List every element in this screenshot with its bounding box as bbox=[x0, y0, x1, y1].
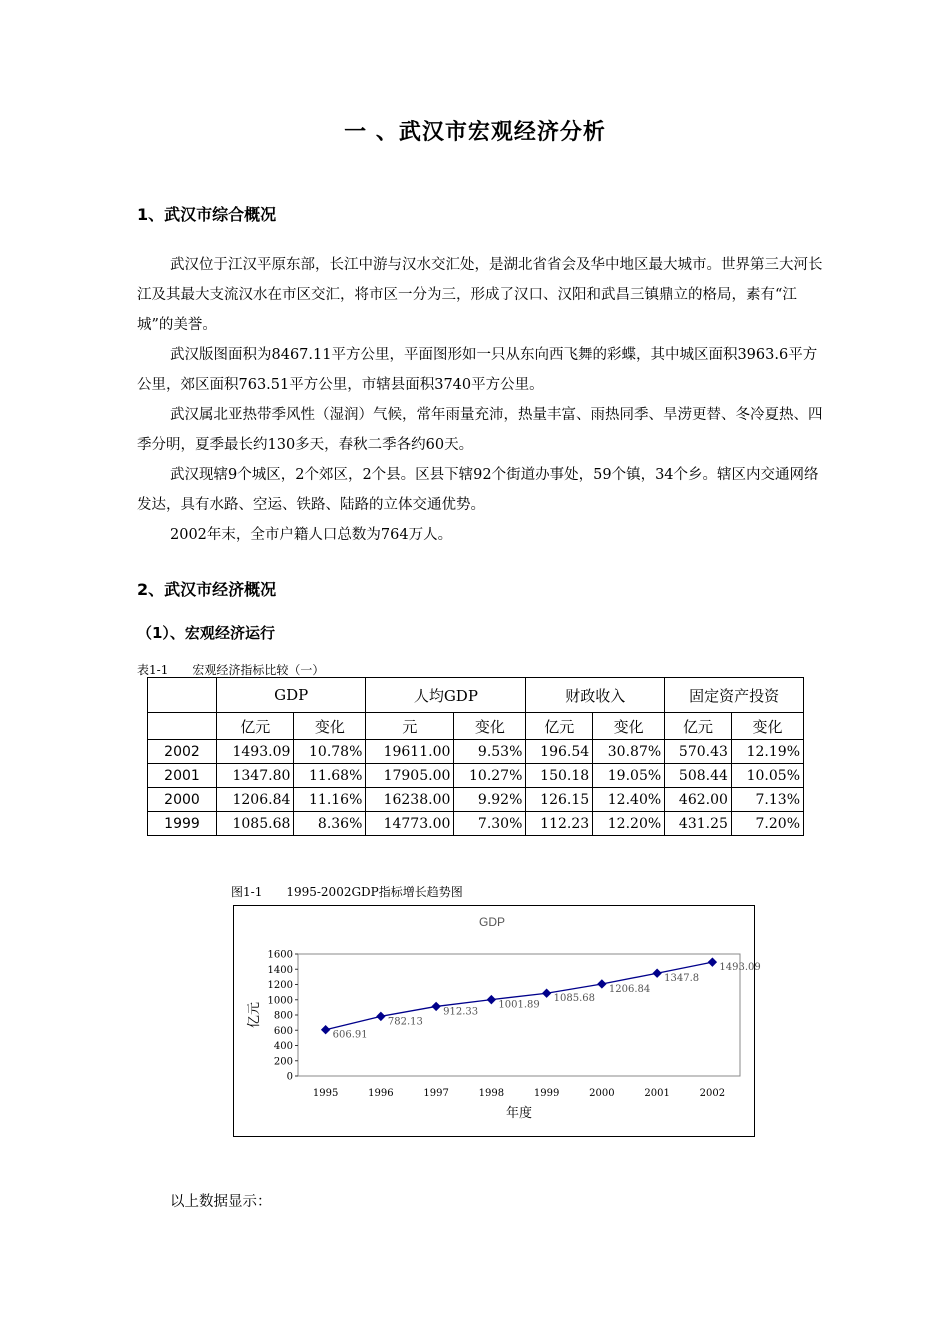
table-cell: 112.23 bbox=[526, 812, 593, 836]
table-cell: 19.05% bbox=[593, 764, 665, 788]
table-cell: 1206.84 bbox=[217, 788, 294, 812]
y-tick-label: 1000 bbox=[267, 995, 293, 1007]
y-axis-label: 亿元 bbox=[247, 1001, 262, 1029]
table-cell: 12.40% bbox=[593, 788, 665, 812]
table-cell: 17905.00 bbox=[366, 764, 454, 788]
year-cell: 2001 bbox=[148, 764, 217, 788]
chart-title: GDP bbox=[478, 915, 506, 929]
sub-header: 变化 bbox=[294, 713, 366, 740]
table-cell: 1085.68 bbox=[217, 812, 294, 836]
y-tick-label: 800 bbox=[273, 1010, 293, 1022]
sub-header: 变化 bbox=[593, 713, 665, 740]
table-cell: 7.13% bbox=[731, 788, 803, 812]
table-cell: 12.20% bbox=[593, 812, 665, 836]
section-1-heading: 1、武汉市综合概况 bbox=[137, 205, 277, 224]
table-cell: 10.05% bbox=[731, 764, 803, 788]
section-1-body bbox=[137, 250, 827, 550]
x-tick-label: 2002 bbox=[699, 1088, 726, 1099]
sub-header: 亿元 bbox=[526, 713, 593, 740]
gdp-chart-frame bbox=[233, 905, 761, 1137]
paragraph: 武汉现辖9个城区，2个郊区，2个县。区县下辖92个街道办事处，59个镇，34个乡。辖区内交通网络发达，具有水路、空运、铁路、陆路的立体交通优势。 bbox=[137, 467, 819, 513]
table-cell: 9.53% bbox=[454, 740, 526, 764]
table-cell: 570.43 bbox=[665, 740, 732, 764]
group-header: 财政收入 bbox=[526, 678, 665, 713]
table-cell: 12.19% bbox=[731, 740, 803, 764]
y-tick-label: 1200 bbox=[267, 980, 293, 991]
table-cell: 11.16% bbox=[294, 788, 366, 812]
data-label: 782.13 bbox=[387, 1016, 423, 1028]
data-label: 1001.89 bbox=[498, 999, 540, 1011]
group-header: GDP bbox=[217, 678, 366, 713]
table-row bbox=[148, 788, 804, 812]
table-cell: 508.44 bbox=[665, 764, 732, 788]
x-tick-label: 2001 bbox=[644, 1088, 670, 1099]
section-2-subheading: （1）、宏观经济运行 bbox=[137, 624, 275, 642]
data-label: 1206.84 bbox=[608, 983, 651, 995]
table-cell: 196.54 bbox=[526, 740, 593, 764]
table-cell: 7.30% bbox=[454, 812, 526, 836]
sub-header: 变化 bbox=[731, 713, 803, 740]
table-caption: 表1-1 宏观经济指标比较（一） bbox=[137, 663, 325, 677]
x-tick-label: 1996 bbox=[368, 1088, 394, 1099]
year-cell: 2002 bbox=[148, 740, 217, 764]
table-row bbox=[148, 812, 804, 836]
table-cell: 1493.09 bbox=[217, 740, 294, 764]
x-tick-label: 1998 bbox=[478, 1088, 505, 1099]
y-tick-label: 1600 bbox=[267, 949, 293, 961]
table-cell: 10.27% bbox=[454, 764, 526, 788]
table-cell: 30.87% bbox=[593, 740, 665, 764]
paragraph: 武汉位于江汉平原东部，长江中游与汉水交汇处，是湖北省省会及华中地区最大城市。世界第三大河长江及其最大支流汉水在市区交汇，将市区一分为三，形成了汉口、汉阳和武昌三镇鼎立的格局，素有“江城”的美誉。 bbox=[137, 257, 823, 333]
table-cell: 16238.00 bbox=[366, 788, 454, 812]
table-cell: 431.25 bbox=[665, 812, 732, 836]
x-tick-label: 1995 bbox=[312, 1088, 339, 1099]
year-cell: 2000 bbox=[148, 788, 217, 812]
data-label: 912.33 bbox=[443, 1006, 479, 1018]
group-header: 固定资产投资 bbox=[665, 678, 804, 713]
paragraph: 武汉属北亚热带季风性（湿润）气候，常年雨量充沛，热量丰富、雨热同季、旱涝更替、冬冷夏热、四季分明，夏季最长约130多天，春秋二季各约60天。 bbox=[137, 407, 823, 453]
data-label: 1493.09 bbox=[719, 962, 761, 974]
x-tick-label: 1997 bbox=[423, 1088, 449, 1099]
macro-indicator-table bbox=[147, 677, 804, 836]
table-cell: 1347.80 bbox=[217, 764, 294, 788]
y-tick-label: 0 bbox=[286, 1071, 293, 1083]
table-cell: 9.92% bbox=[454, 788, 526, 812]
data-label: 606.91 bbox=[332, 1029, 368, 1041]
y-tick-label: 200 bbox=[273, 1056, 293, 1068]
table-corner-cell bbox=[148, 713, 217, 740]
page-title: 一 、武汉市宏观经济分析 bbox=[344, 120, 606, 145]
x-axis-label: 年度 bbox=[505, 1106, 533, 1121]
group-header: 人均GDP bbox=[366, 678, 526, 713]
y-tick-label: 1400 bbox=[267, 964, 293, 976]
table-cell: 11.68% bbox=[294, 764, 366, 788]
year-cell: 1999 bbox=[148, 812, 217, 836]
section-2-heading: 2、武汉市经济概况 bbox=[137, 580, 277, 599]
sub-header: 亿元 bbox=[217, 713, 294, 740]
table-cell: 10.78% bbox=[294, 740, 366, 764]
y-tick-label: 400 bbox=[273, 1041, 293, 1052]
paragraph: 2002年末，全市户籍人口总数为764万人。 bbox=[170, 527, 453, 543]
table-cell: 150.18 bbox=[526, 764, 593, 788]
x-tick-label: 1999 bbox=[533, 1088, 560, 1099]
data-label: 1085.68 bbox=[553, 993, 595, 1005]
x-tick-label: 2000 bbox=[589, 1088, 615, 1099]
table-cell: 7.20% bbox=[731, 812, 803, 836]
table-cell: 126.15 bbox=[526, 788, 593, 812]
sub-header: 变化 bbox=[454, 713, 526, 740]
sub-header: 亿元 bbox=[665, 713, 732, 740]
table-cell: 8.36% bbox=[294, 812, 366, 836]
gdp-line-chart bbox=[234, 906, 761, 1136]
table-corner-cell bbox=[148, 678, 217, 713]
table-row bbox=[148, 764, 804, 788]
table-cell: 14773.00 bbox=[366, 812, 454, 836]
paragraph: 武汉版图面积为8467.11平方公里，平面图形如一只从东向西飞舞的彩蝶，其中城区面积3963.6平方公里，郊区面积763.51平方公里，市辖县面积3740平方公里。 bbox=[137, 347, 818, 393]
sub-header: 元 bbox=[366, 713, 454, 740]
table-cell: 462.00 bbox=[665, 788, 732, 812]
table-cell: 19611.00 bbox=[366, 740, 454, 764]
figure-caption: 图1-1 1995-2002GDP指标增长趋势图 bbox=[231, 885, 463, 899]
y-tick-label: 600 bbox=[273, 1025, 293, 1037]
closing-text: 以上数据显示： bbox=[170, 1194, 272, 1210]
table-row bbox=[148, 740, 804, 764]
data-label: 1347.8 bbox=[664, 973, 700, 985]
